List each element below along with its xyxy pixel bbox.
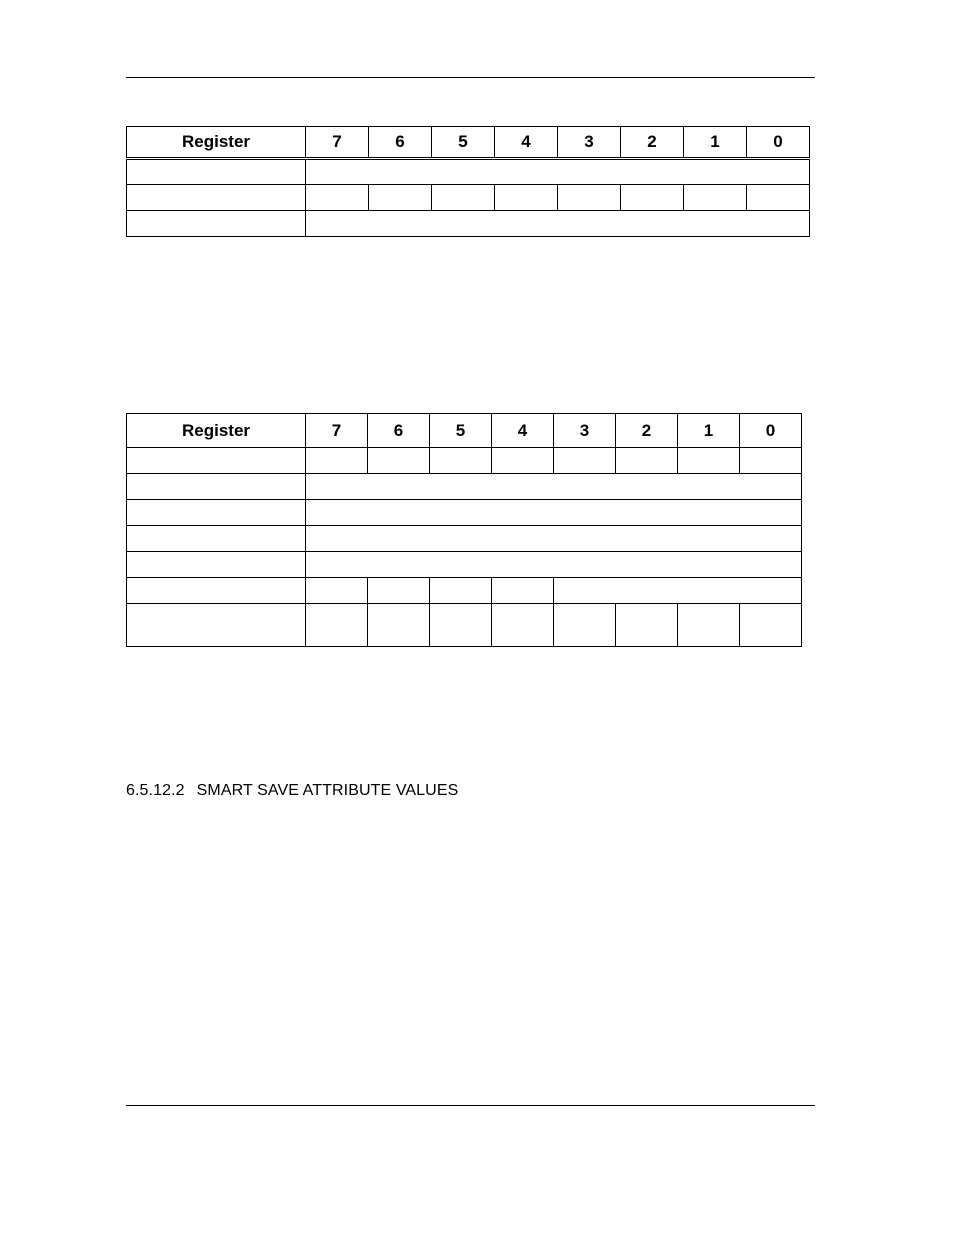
bit-cell <box>616 448 678 474</box>
bit-3-header: 3 <box>558 127 621 159</box>
bit-cell <box>492 578 554 604</box>
register-table-2 <box>126 413 802 647</box>
bit-5-header: 5 <box>430 414 492 448</box>
register-name-cell <box>127 185 306 211</box>
section-heading <box>126 782 458 800</box>
bit-group-cell <box>554 578 802 604</box>
section-title: SMART SAVE ATTRIBUTE VALUES <box>196 782 459 799</box>
bit-1-header: 1 <box>678 414 740 448</box>
register-value-cell <box>306 552 802 578</box>
bit-cell <box>306 185 369 211</box>
bit-cell <box>616 604 678 647</box>
bit-4-header: 4 <box>495 127 558 159</box>
register-name-cell <box>127 500 306 526</box>
table-header-row <box>127 127 810 159</box>
bit-cell <box>684 185 747 211</box>
register-name-cell <box>127 604 306 647</box>
bit-cell <box>430 578 492 604</box>
header-rule <box>126 77 815 78</box>
register-value-cell <box>306 474 802 500</box>
table-row <box>127 526 802 552</box>
bit-3-header: 3 <box>554 414 616 448</box>
bit-cell <box>306 578 368 604</box>
table-row <box>127 474 802 500</box>
table-row <box>127 159 810 185</box>
bit-2-header: 2 <box>621 127 684 159</box>
bit-cell <box>368 604 430 647</box>
register-name-cell <box>127 578 306 604</box>
table-row <box>127 448 802 474</box>
bit-4-header: 4 <box>492 414 554 448</box>
bit-cell <box>747 185 810 211</box>
register-name-cell <box>127 159 306 185</box>
table-row <box>127 578 802 604</box>
register-column-header: Register <box>127 414 306 448</box>
bit-cell <box>554 448 616 474</box>
table-header-row <box>127 414 802 448</box>
bit-cell <box>678 604 740 647</box>
register-value-cell <box>306 500 802 526</box>
bit-6-header: 6 <box>368 414 430 448</box>
bit-cell <box>495 185 558 211</box>
bit-cell <box>740 448 802 474</box>
bit-cell <box>368 448 430 474</box>
bit-cell <box>492 604 554 647</box>
table-row <box>127 211 810 237</box>
register-name-cell <box>127 474 306 500</box>
register-value-cell <box>306 211 810 237</box>
bit-7-header: 7 <box>306 414 368 448</box>
bit-cell <box>621 185 684 211</box>
bit-cell <box>740 604 802 647</box>
bit-cell <box>306 448 368 474</box>
bit-cell <box>430 604 492 647</box>
bit-0-header: 0 <box>740 414 802 448</box>
bit-cell <box>678 448 740 474</box>
table-row <box>127 604 802 647</box>
table-row <box>127 500 802 526</box>
bit-6-header: 6 <box>369 127 432 159</box>
register-value-cell <box>306 159 810 185</box>
bit-7-header: 7 <box>306 127 369 159</box>
bit-2-header: 2 <box>616 414 678 448</box>
register-name-cell <box>127 211 306 237</box>
table-row <box>127 185 810 211</box>
bit-cell <box>368 578 430 604</box>
section-number: 6.5.12.2 <box>126 782 185 799</box>
register-column-header: Register <box>127 127 306 159</box>
bit-0-header: 0 <box>747 127 810 159</box>
bit-cell <box>306 604 368 647</box>
register-name-cell <box>127 448 306 474</box>
table-row <box>127 552 802 578</box>
register-value-cell <box>306 526 802 552</box>
bit-cell <box>492 448 554 474</box>
register-name-cell <box>127 552 306 578</box>
register-name-cell <box>127 526 306 552</box>
bit-cell <box>558 185 621 211</box>
footer-rule <box>126 1105 815 1106</box>
bit-cell <box>430 448 492 474</box>
register-table-1 <box>126 126 810 237</box>
bit-cell <box>554 604 616 647</box>
bit-cell <box>369 185 432 211</box>
bit-cell <box>432 185 495 211</box>
bit-5-header: 5 <box>432 127 495 159</box>
bit-1-header: 1 <box>684 127 747 159</box>
